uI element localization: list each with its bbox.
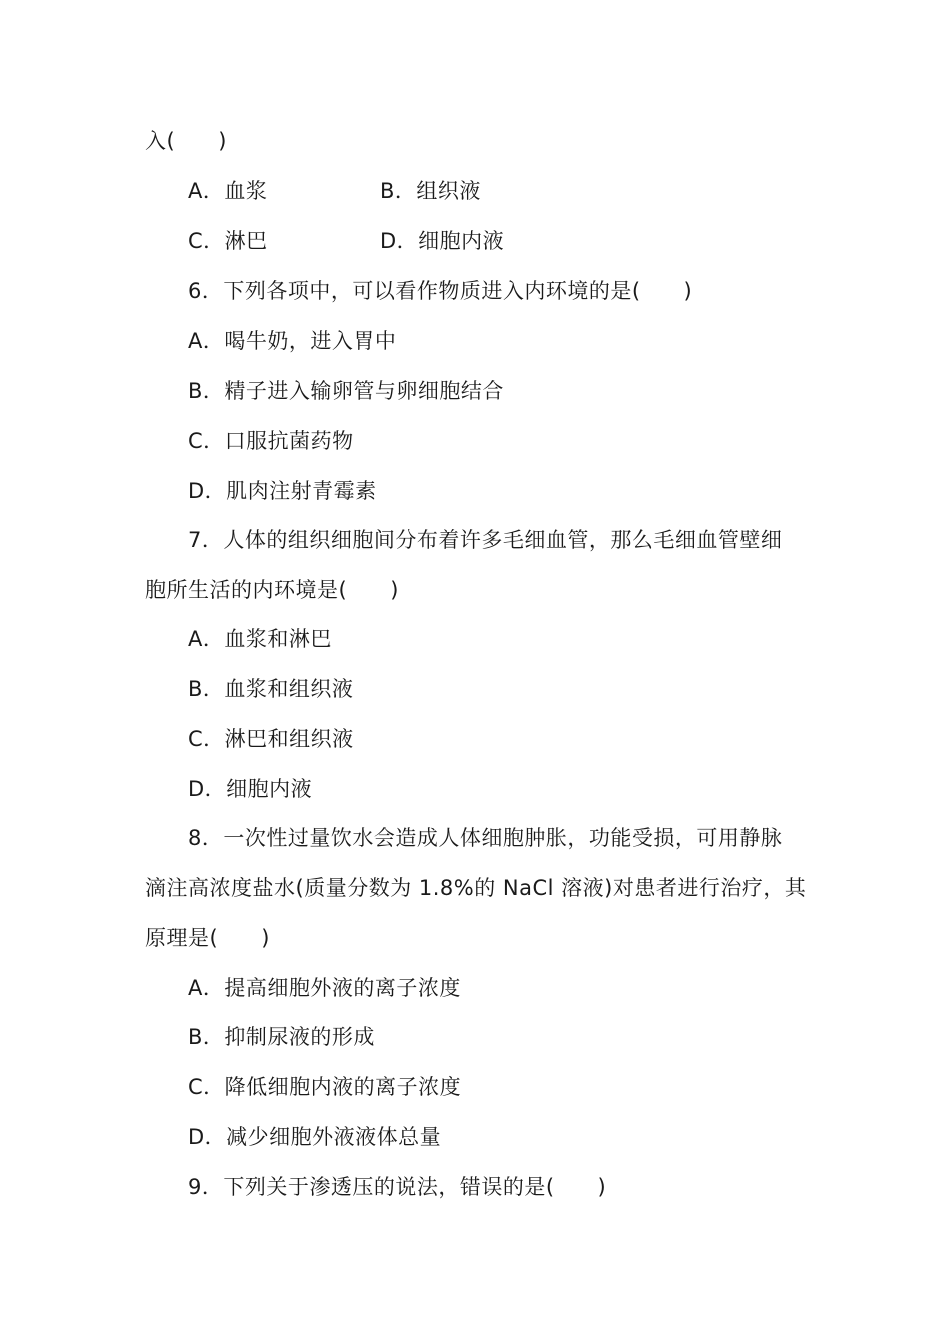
q7-option-c: C．淋巴和组织液 xyxy=(188,727,354,751)
q7-option-a: A．血浆和淋巴 xyxy=(188,627,332,651)
q7-stem-line-1: 7．人体的组织细胞间分布着许多毛细血管，那么毛细血管壁细 xyxy=(188,528,783,552)
q8-option-d: D．减少细胞外液液体总量 xyxy=(188,1125,442,1149)
q5-stem-tail: 入( ) xyxy=(145,129,227,153)
q8-stem-line-1: 8．一次性过量饮水会造成人体细胞肿胀，功能受损，可用静脉 xyxy=(188,826,783,850)
q5-options-row-2 xyxy=(188,226,888,256)
q8-option-b: B．抑制尿液的形成 xyxy=(188,1025,375,1049)
q5-option-a: A．血浆 xyxy=(188,179,268,203)
q5-option-d: D．细胞内液 xyxy=(380,229,505,253)
q6-option-a: A．喝牛奶，进入胃中 xyxy=(188,329,397,353)
q8-stem-line-3: 原理是( ) xyxy=(145,926,270,950)
q7-stem-line-2: 胞所生活的内环境是( ) xyxy=(145,578,399,602)
q6-option-c: C．口服抗菌药物 xyxy=(188,429,354,453)
q6-option-d: D．肌肉注射青霉素 xyxy=(188,479,377,503)
q7-option-d: D．细胞内液 xyxy=(188,777,313,801)
q6-stem: 6．下列各项中，可以看作物质进入内环境的是( ) xyxy=(188,279,693,303)
q6-option-b: B．精子进入输卵管与卵细胞结合 xyxy=(188,379,504,403)
q8-option-c: C．降低细胞内液的离子浓度 xyxy=(188,1075,462,1099)
q7-option-b: B．血浆和组织液 xyxy=(188,677,354,701)
q9-stem: 9．下列关于渗透压的说法，错误的是( ) xyxy=(188,1175,607,1199)
q5-options-row-1 xyxy=(188,176,888,206)
q5-option-c: C．淋巴 xyxy=(188,229,268,253)
q8-option-a: A．提高细胞外液的离子浓度 xyxy=(188,976,461,1000)
q8-stem-line-2: 滴注高浓度盐水(质量分数为 1.8%的 NaCl 溶液)对患者进行治疗，其 xyxy=(145,876,807,900)
q5-option-b: B．组织液 xyxy=(380,179,481,203)
